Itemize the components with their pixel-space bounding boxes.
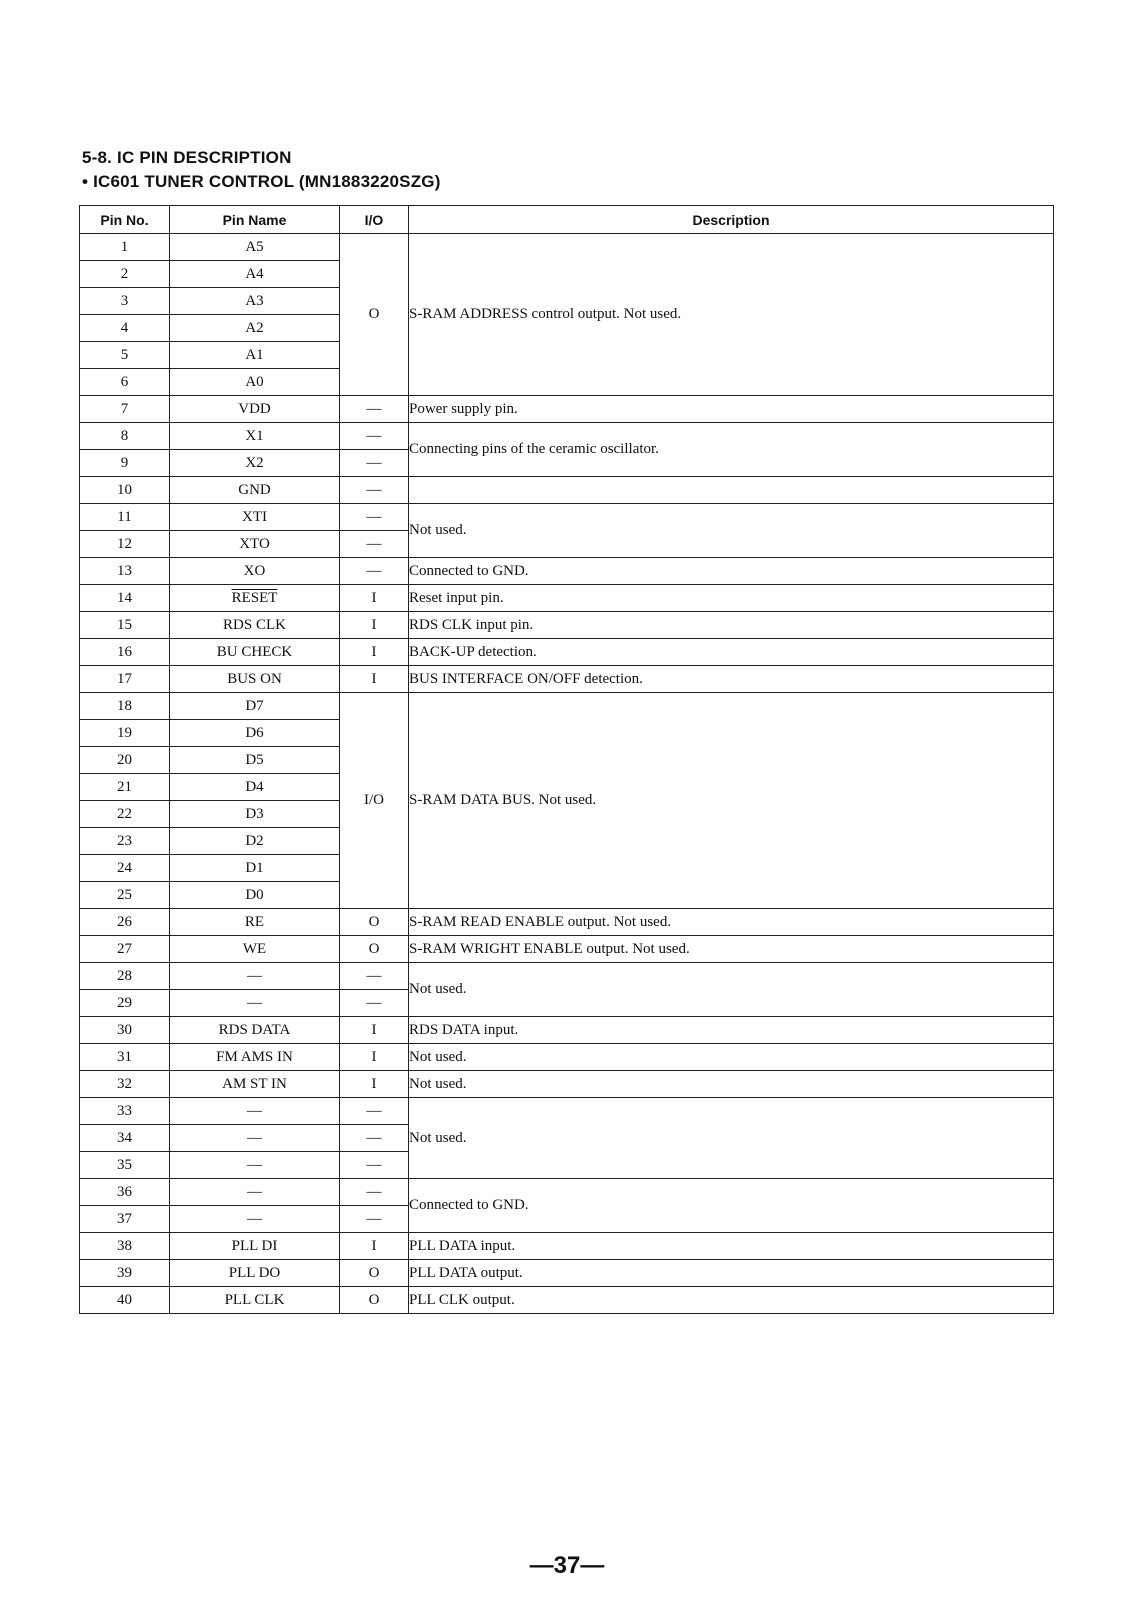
table-row xyxy=(80,1071,1054,1098)
header-description: Description xyxy=(409,206,1054,234)
pin-number: 6 xyxy=(80,369,170,396)
pin-number: 1 xyxy=(80,234,170,261)
table-row xyxy=(80,1260,1054,1287)
pin-number: 10 xyxy=(80,477,170,504)
table-row xyxy=(80,909,1054,936)
pin-name: GND xyxy=(170,477,340,504)
table-row xyxy=(80,558,1054,585)
pin-description: Not used. xyxy=(409,1071,1054,1098)
table-row xyxy=(80,1287,1054,1314)
pin-io: — xyxy=(340,504,409,531)
pin-io: — xyxy=(340,477,409,504)
pin-name: PLL CLK xyxy=(170,1287,340,1314)
pin-description: Reset input pin. xyxy=(409,585,1054,612)
pin-number: 40 xyxy=(80,1287,170,1314)
pin-io: — xyxy=(340,990,409,1017)
pin-io: I xyxy=(340,1017,409,1044)
pin-number: 19 xyxy=(80,720,170,747)
header-io: I/O xyxy=(340,206,409,234)
pin-number: 26 xyxy=(80,909,170,936)
pin-io: — xyxy=(340,963,409,990)
pin-description: Power supply pin. xyxy=(409,396,1054,423)
pin-description: PLL CLK output. xyxy=(409,1287,1054,1314)
pin-name: D5 xyxy=(170,747,340,774)
pin-name: XTI xyxy=(170,504,340,531)
pin-description: Connected to GND. xyxy=(409,1179,1054,1233)
pin-name: — xyxy=(170,1125,340,1152)
pin-number: 11 xyxy=(80,504,170,531)
pin-name: — xyxy=(170,1206,340,1233)
pin-number: 38 xyxy=(80,1233,170,1260)
pin-io: — xyxy=(340,1179,409,1206)
pin-number: 27 xyxy=(80,936,170,963)
pin-description xyxy=(409,477,1054,504)
pin-name: XTO xyxy=(170,531,340,558)
pin-name: — xyxy=(170,1179,340,1206)
pin-name: D2 xyxy=(170,828,340,855)
pin-description: S-RAM DATA BUS. Not used. xyxy=(409,693,1054,909)
pin-number: 39 xyxy=(80,1260,170,1287)
pin-number: 23 xyxy=(80,828,170,855)
pin-number: 33 xyxy=(80,1098,170,1125)
pin-name: D7 xyxy=(170,693,340,720)
pin-io: O xyxy=(340,936,409,963)
pin-number: 12 xyxy=(80,531,170,558)
pin-number: 8 xyxy=(80,423,170,450)
table-row xyxy=(80,1098,1054,1125)
page-number: —37— xyxy=(529,1552,605,1579)
pin-number: 22 xyxy=(80,801,170,828)
pin-name: XO xyxy=(170,558,340,585)
pin-description: Not used. xyxy=(409,1098,1054,1179)
pin-number: 13 xyxy=(80,558,170,585)
pin-number: 15 xyxy=(80,612,170,639)
pin-number: 17 xyxy=(80,666,170,693)
pin-name: RDS DATA xyxy=(170,1017,340,1044)
pin-io: — xyxy=(340,531,409,558)
pin-number: 16 xyxy=(80,639,170,666)
pin-io: I/O xyxy=(340,693,409,909)
pin-io: I xyxy=(340,1044,409,1071)
pin-io: O xyxy=(340,234,409,396)
pin-number: 35 xyxy=(80,1152,170,1179)
pin-number: 31 xyxy=(80,1044,170,1071)
pin-io: — xyxy=(340,1206,409,1233)
ic-title: • IC601 TUNER CONTROL (MN1883220SZG) xyxy=(82,172,441,191)
table-row xyxy=(80,423,1054,450)
pin-io: — xyxy=(340,558,409,585)
pin-io: I xyxy=(340,585,409,612)
pin-io: I xyxy=(340,1071,409,1098)
pin-number: 32 xyxy=(80,1071,170,1098)
pin-number: 25 xyxy=(80,882,170,909)
pin-name: A4 xyxy=(170,261,340,288)
pin-name: — xyxy=(170,1152,340,1179)
pin-description: S-RAM READ ENABLE output. Not used. xyxy=(409,909,1054,936)
pin-name: VDD xyxy=(170,396,340,423)
table-row xyxy=(80,936,1054,963)
pin-name: D1 xyxy=(170,855,340,882)
table-row xyxy=(80,504,1054,531)
pin-description: Not used. xyxy=(409,504,1054,558)
pin-number: 9 xyxy=(80,450,170,477)
pin-name: RE xyxy=(170,909,340,936)
pin-number: 30 xyxy=(80,1017,170,1044)
pin-description: PLL DATA input. xyxy=(409,1233,1054,1260)
pin-io: O xyxy=(340,909,409,936)
pin-description: Connected to GND. xyxy=(409,558,1054,585)
pin-name: — xyxy=(170,990,340,1017)
table-row xyxy=(80,666,1054,693)
pin-name: X2 xyxy=(170,450,340,477)
pin-name: BU CHECK xyxy=(170,639,340,666)
pin-name: PLL DI xyxy=(170,1233,340,1260)
pin-number: 21 xyxy=(80,774,170,801)
pin-description: BUS INTERFACE ON/OFF detection. xyxy=(409,666,1054,693)
pin-name: AM ST IN xyxy=(170,1071,340,1098)
pin-io: I xyxy=(340,612,409,639)
pin-name: A3 xyxy=(170,288,340,315)
section-title: 5-8. IC PIN DESCRIPTION xyxy=(82,148,292,167)
pin-number: 4 xyxy=(80,315,170,342)
pin-io: — xyxy=(340,423,409,450)
pin-name: X1 xyxy=(170,423,340,450)
pin-description: BACK-UP detection. xyxy=(409,639,1054,666)
pin-name: A5 xyxy=(170,234,340,261)
table-row xyxy=(80,234,1054,261)
pin-description-table xyxy=(79,205,1054,1314)
pin-description: Not used. xyxy=(409,963,1054,1017)
pin-name: WE xyxy=(170,936,340,963)
pin-io: I xyxy=(340,639,409,666)
pin-name: PLL DO xyxy=(170,1260,340,1287)
table-row xyxy=(80,396,1054,423)
pin-number: 7 xyxy=(80,396,170,423)
pin-name: D3 xyxy=(170,801,340,828)
pin-name: D4 xyxy=(170,774,340,801)
pin-description: Not used. xyxy=(409,1044,1054,1071)
pin-number: 2 xyxy=(80,261,170,288)
table-row xyxy=(80,1179,1054,1206)
pin-number: 5 xyxy=(80,342,170,369)
pin-number: 29 xyxy=(80,990,170,1017)
table-row xyxy=(80,1044,1054,1071)
header-pin-name: Pin Name xyxy=(170,206,340,234)
pin-io: — xyxy=(340,450,409,477)
pin-name: D0 xyxy=(170,882,340,909)
pin-name: BUS ON xyxy=(170,666,340,693)
pin-description: RDS DATA input. xyxy=(409,1017,1054,1044)
pin-name: FM AMS IN xyxy=(170,1044,340,1071)
pin-description: Connecting pins of the ceramic oscillator. xyxy=(409,423,1054,477)
table-row xyxy=(80,639,1054,666)
table-row xyxy=(80,693,1054,720)
pin-name: RESET xyxy=(170,585,340,612)
pin-io: I xyxy=(340,666,409,693)
pin-io: — xyxy=(340,1152,409,1179)
table-row xyxy=(80,612,1054,639)
pin-number: 14 xyxy=(80,585,170,612)
pin-io: — xyxy=(340,1125,409,1152)
pin-description: PLL DATA output. xyxy=(409,1260,1054,1287)
pin-io: — xyxy=(340,1098,409,1125)
pin-description: RDS CLK input pin. xyxy=(409,612,1054,639)
pin-number: 28 xyxy=(80,963,170,990)
pin-io: I xyxy=(340,1233,409,1260)
table-body xyxy=(80,234,1054,1314)
pin-name: — xyxy=(170,963,340,990)
table-row xyxy=(80,1233,1054,1260)
pin-description: S-RAM WRIGHT ENABLE output. Not used. xyxy=(409,936,1054,963)
table-header-row xyxy=(80,206,1054,234)
pin-io: O xyxy=(340,1260,409,1287)
table-row xyxy=(80,1017,1054,1044)
pin-name: A0 xyxy=(170,369,340,396)
pin-name: — xyxy=(170,1098,340,1125)
pin-number: 34 xyxy=(80,1125,170,1152)
table-row xyxy=(80,963,1054,990)
pin-name: A1 xyxy=(170,342,340,369)
header-pin-no: Pin No. xyxy=(80,206,170,234)
pin-number: 20 xyxy=(80,747,170,774)
pin-number: 3 xyxy=(80,288,170,315)
pin-number: 36 xyxy=(80,1179,170,1206)
pin-io: — xyxy=(340,396,409,423)
pin-io: O xyxy=(340,1287,409,1314)
pin-name: A2 xyxy=(170,315,340,342)
pin-number: 37 xyxy=(80,1206,170,1233)
table-row xyxy=(80,477,1054,504)
pin-name: D6 xyxy=(170,720,340,747)
pin-name: RDS CLK xyxy=(170,612,340,639)
pin-number: 24 xyxy=(80,855,170,882)
pin-description: S-RAM ADDRESS control output. Not used. xyxy=(409,234,1054,396)
pin-number: 18 xyxy=(80,693,170,720)
table-row xyxy=(80,585,1054,612)
